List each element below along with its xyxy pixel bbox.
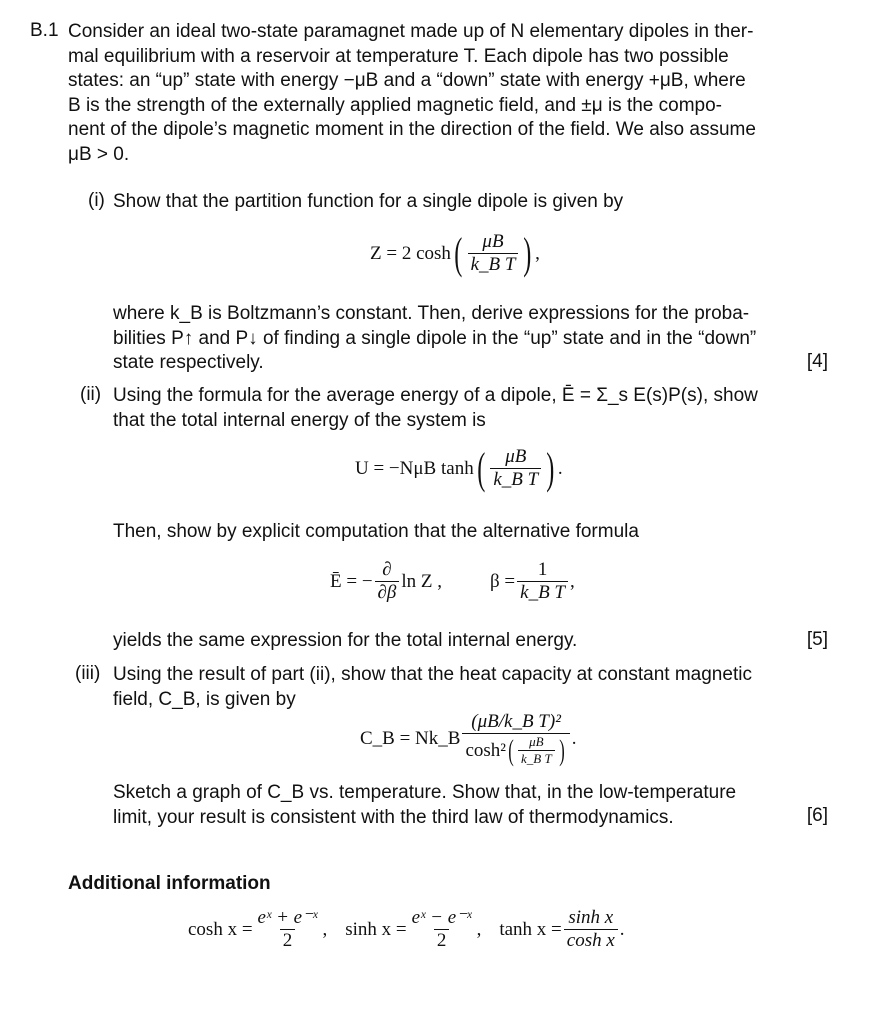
part-iii-text2 (113, 781, 736, 830)
cosh-lhs: cosh x = (188, 918, 253, 940)
separator: , (476, 918, 482, 940)
text-line: that the total internal energy of the system is (113, 409, 486, 431)
denominator: k_B T (517, 581, 568, 603)
heat-capacity-equation (360, 712, 576, 766)
part-i-text: Show that the partition function for a single dipole is given by (113, 191, 624, 212)
intro-line: Consider an ideal two-state paramagnet made up of N elementary dipoles in ther- (68, 21, 754, 42)
sinh-lhs: sinh x = (345, 918, 407, 940)
eq-lhs: Z = 2 cosh (370, 242, 451, 264)
partition-function-equation: Z = 2 cosh ( $\frac{\mu B}{\text{k\_B T}}$ ) , (370, 228, 540, 278)
eq-end: , (535, 242, 540, 264)
intro-line: states: an “up” state with energy −μB and a “down” state with energy +μB, where (68, 70, 746, 91)
intro-line: μB > 0. (68, 143, 130, 165)
text-line: bilities P↑ and P↓ of finding a single dipole in the “up” state and in the “down” (113, 327, 757, 349)
denominator: 2 (434, 929, 450, 951)
denominator: ∂β (375, 581, 400, 603)
numerator: sinh x (568, 907, 614, 928)
part-i-label: (i) (88, 190, 105, 211)
numerator: eˣ + e⁻ˣ (257, 907, 318, 928)
part-ii-text3: yields the same expression for the total internal energy. (113, 630, 578, 651)
eq-lhs: β = (490, 570, 516, 592)
text-line: Sketch a graph of C_B vs. temperature. Show that, in the low-temperature (113, 782, 737, 803)
eq-lhs: U = −NμB tanh (355, 457, 474, 479)
tanh-fraction (564, 908, 618, 951)
text-line: where k_B is Boltzmann’s constant. Then, derive expressions for the proba- (113, 303, 750, 324)
intro-line: mal equilibrium with a reservoir at temperature T. Each dipole has two possible (68, 45, 729, 67)
separator: , (322, 918, 328, 940)
hyperbolic-definitions: cosh x = $\frac{\text{eˣ + e⁻ˣ}}{2}$ , sinh x = $\frac{\text{eˣ − e⁻ˣ}}{2}$ , tanh x = $\frac{\text{sinh x}}{\text{cosh x}}$ . (188, 907, 625, 951)
denominator: k_B T (490, 468, 541, 490)
numerator: 1 (537, 559, 548, 580)
eq-end: , (570, 570, 575, 592)
numerator: ∂ (382, 559, 392, 580)
average-energy-formula (330, 560, 442, 603)
cosh-fraction (255, 908, 321, 951)
eq-end: . (557, 457, 563, 479)
beta-definition (490, 560, 575, 603)
tanh-lhs: tanh x = (499, 918, 562, 940)
numerator: μB (505, 446, 527, 467)
eq-lhs: Ē = − (330, 570, 373, 592)
eq-lhs: C_B = Nk_B (360, 728, 461, 749)
text-line: Using the result of part (ii), show that the heat capacity at constant magnetic (113, 664, 752, 685)
denominator: k_B T (518, 750, 555, 766)
intro-line: nent of the dipole’s magnetic moment in the direction of the field. We also assume (68, 119, 756, 140)
sinh-fraction (409, 908, 475, 951)
text-line: Using the formula for the average energy of a dipole, Ē = Σ_s E(s)P(s), show (113, 385, 758, 406)
eq-rhs: ln Z , (401, 570, 443, 592)
problem-number: B.1 (30, 20, 59, 41)
numerator: eˣ − e⁻ˣ (411, 907, 472, 928)
eq-end: . (571, 728, 577, 749)
denominator: k_B T (468, 253, 519, 275)
fraction (462, 712, 569, 766)
text-line: field, C_B, is given by (113, 688, 296, 710)
marks-part-ii: [5] (806, 629, 828, 650)
numerator: μB (529, 734, 544, 749)
fraction (375, 560, 400, 603)
numerator: μB (482, 231, 504, 252)
numerator: (μB/k_B T)² (471, 711, 561, 732)
additional-info-heading: Additional information (68, 873, 271, 894)
part-ii-text2: Then, show by explicit computation that the alternative formula (113, 521, 639, 542)
cosh-squared: cosh² (465, 739, 506, 761)
fraction (468, 232, 519, 275)
part-ii-label: (ii) (80, 384, 102, 405)
denominator: 2 (280, 929, 296, 951)
part-iii-text (113, 663, 752, 712)
marks-part-i: [4] (806, 351, 828, 372)
fraction (490, 447, 541, 490)
denominator: cosh² ( $\frac{\mu B}{\text{k\_B T}}$ ) (462, 733, 569, 766)
part-iii-label: (iii) (75, 663, 101, 684)
inner-fraction (518, 735, 555, 766)
marks-part-iii: [6] (806, 805, 828, 826)
denominator: cosh x (564, 929, 618, 951)
text-line: limit, your result is consistent with the third law of thermodynamics. (113, 806, 674, 828)
part-i-followup (113, 302, 756, 376)
part-ii-text (113, 384, 758, 433)
internal-energy-equation: U = −NμB tanh ( $\frac{\mu B}{\text{k\_B T}}$ ) . (355, 443, 563, 493)
text-line: state respectively. (113, 352, 264, 373)
fraction (517, 560, 568, 603)
problem-intro (68, 20, 756, 167)
intro-line: B is the strength of the externally applied magnetic field, and ±μ is the compo- (68, 94, 723, 116)
